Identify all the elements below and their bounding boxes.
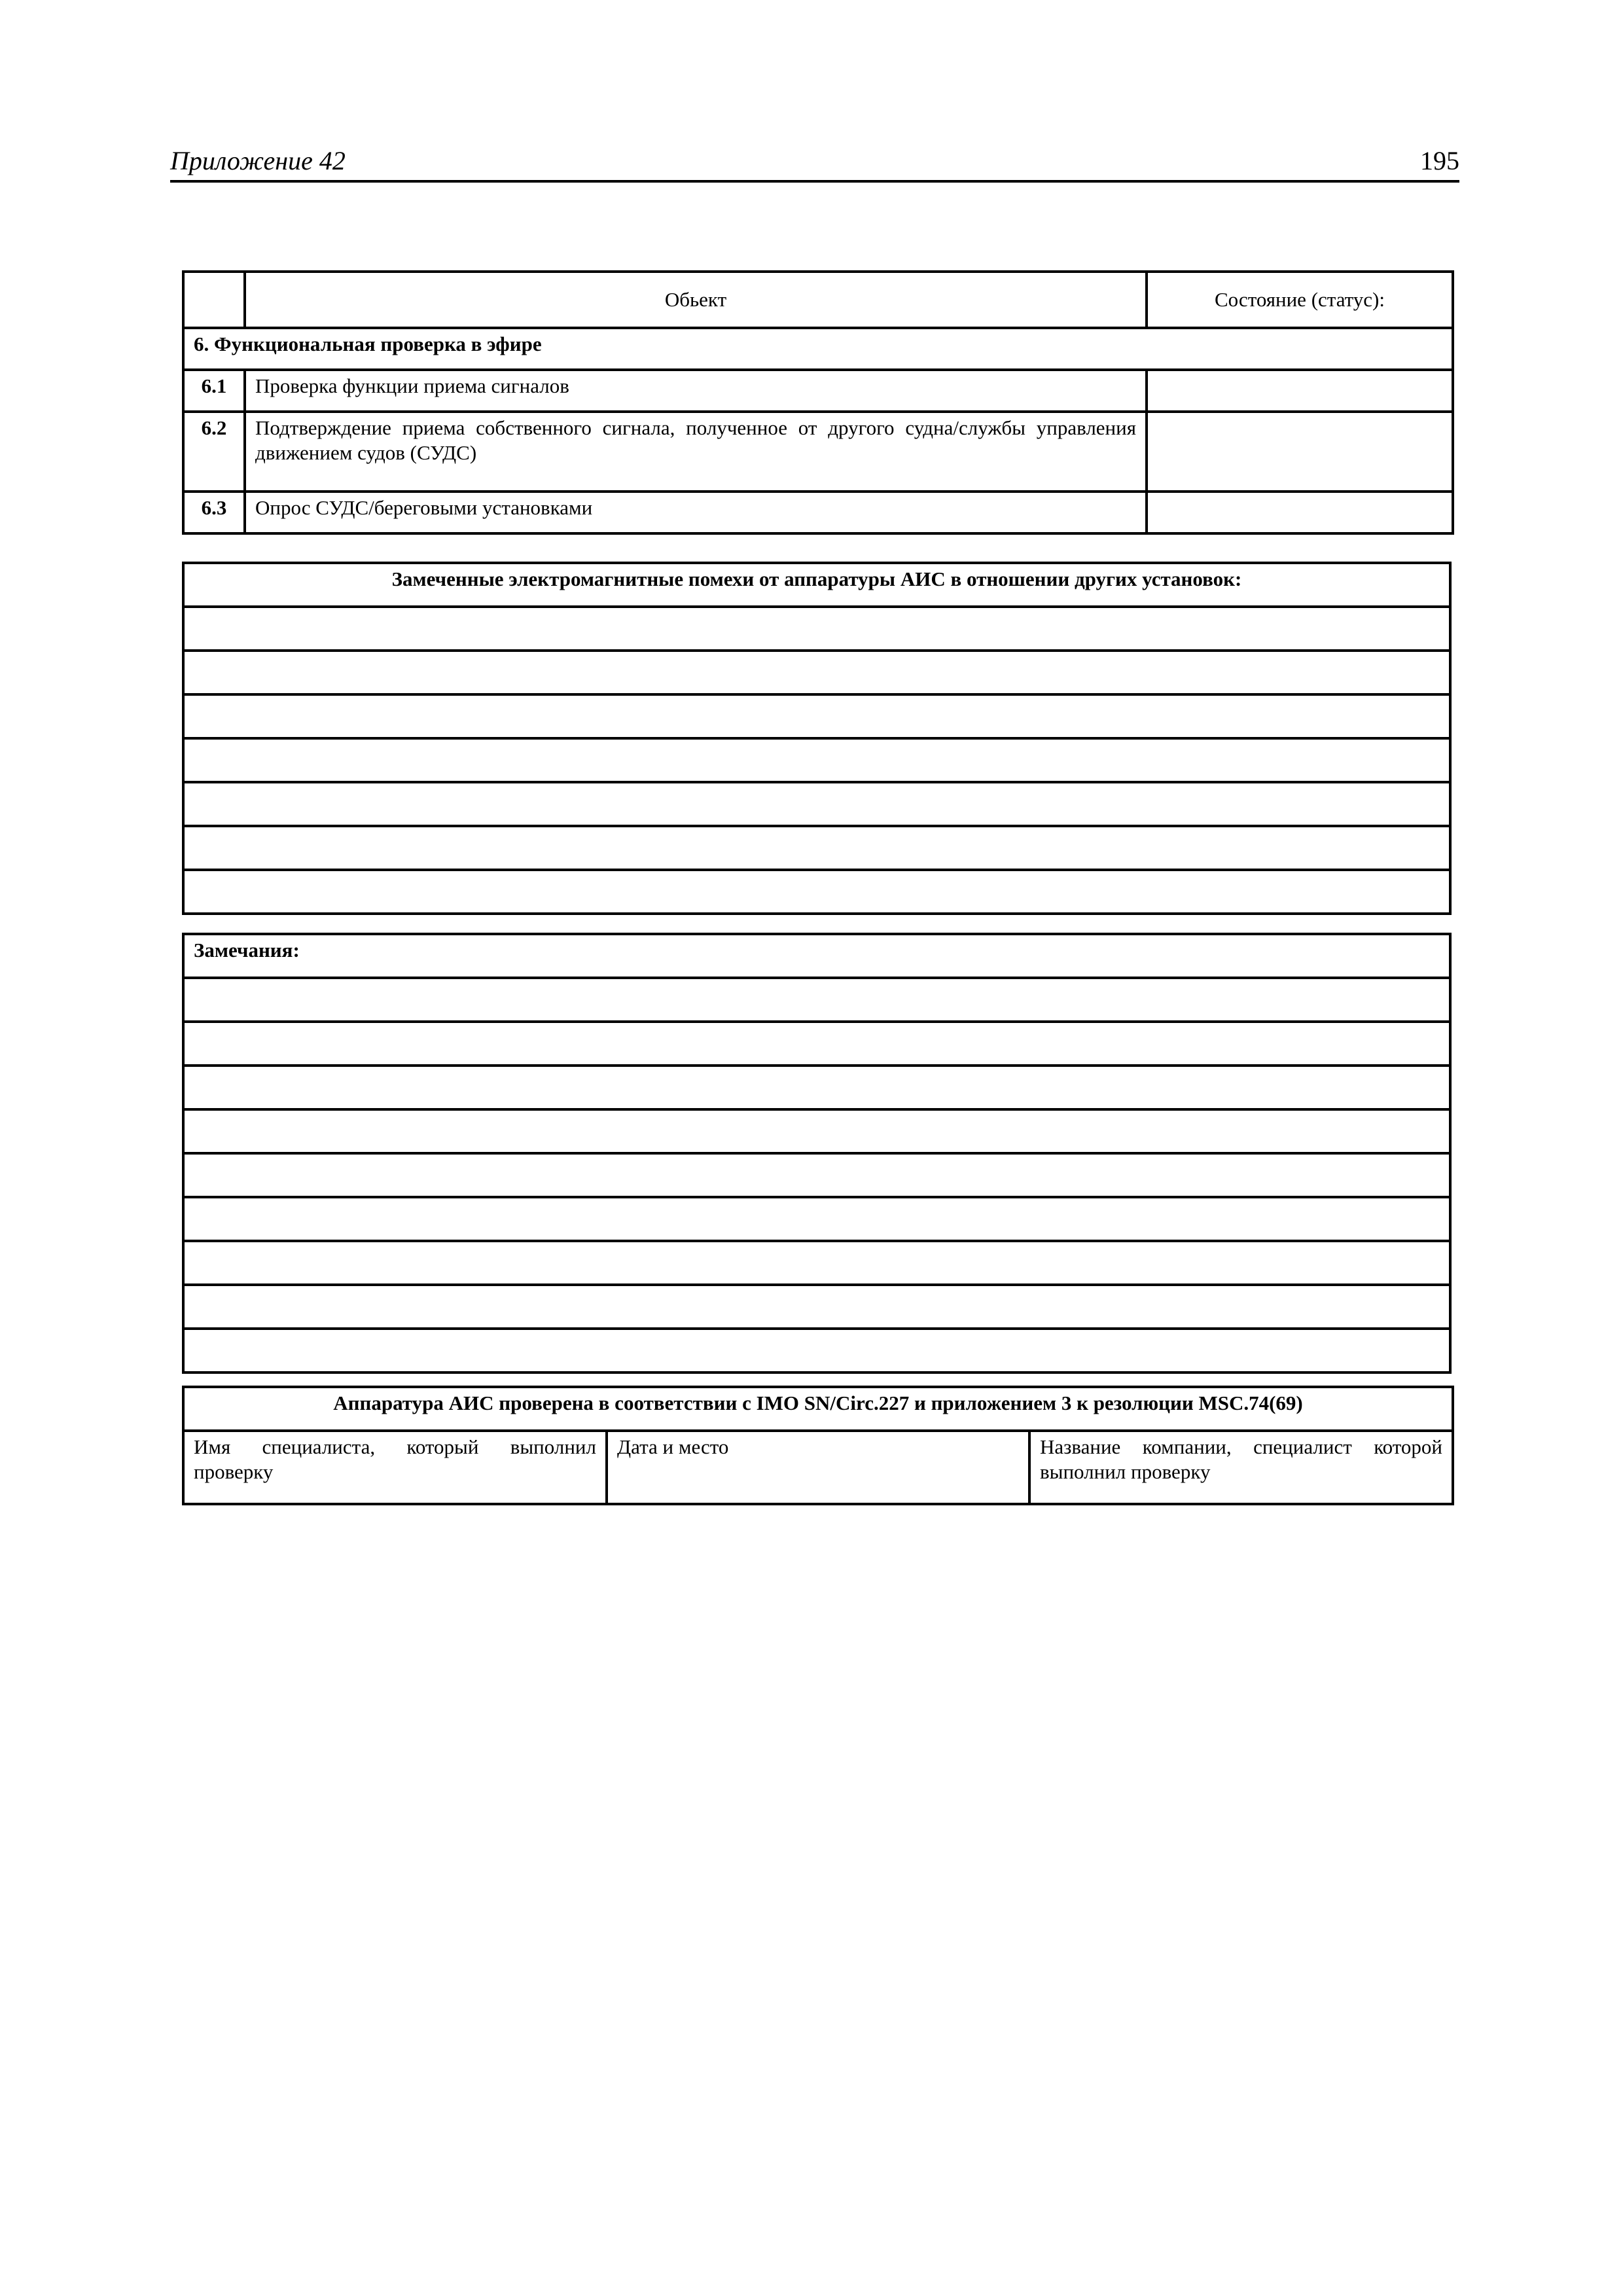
table-row (183, 412, 1453, 492)
status-cell[interactable] (1147, 370, 1453, 412)
row-text: Проверка функции приема сигналов (245, 370, 1147, 412)
appendix-title: Приложение 42 (170, 146, 346, 175)
interference-entry-line[interactable] (183, 738, 1450, 782)
remarks-entry-line[interactable] (183, 1022, 1450, 1066)
interference-entry-line[interactable] (183, 694, 1450, 738)
verification-table (182, 1386, 1454, 1505)
remarks-entry-line[interactable] (183, 1329, 1450, 1372)
page-header (170, 141, 1459, 183)
status-cell[interactable] (1147, 412, 1453, 492)
interference-title: Замеченные электромагнитные помехи от аппаратуры АИС в отношении других установок: (183, 563, 1450, 607)
remarks-entry-line[interactable] (183, 1241, 1450, 1285)
number-column-header (183, 272, 245, 328)
section-title: 6. Функциональная проверка в эфире (183, 328, 1453, 370)
table-row (183, 492, 1453, 533)
remarks-entry-line[interactable] (183, 1153, 1450, 1197)
row-number: 6.3 (183, 492, 245, 533)
row-text: Подтверждение приема собственного сигнала, полученное от другого судна/службы управления движением судов (СУДС) (245, 412, 1147, 492)
remarks-entry-line[interactable] (183, 1285, 1450, 1329)
remarks-entry-line[interactable] (183, 1197, 1450, 1241)
verification-title: Аппаратура АИС проверена в соответствии с IMO SN/Circ.227 и приложением 3 к резолюции MSC.74(69) (183, 1387, 1453, 1431)
functional-check-table (182, 270, 1454, 535)
page-number: 195 (1420, 146, 1459, 175)
date-place-field[interactable]: Дата и место (607, 1431, 1029, 1504)
status-column-header: Состояние (статус): (1147, 272, 1453, 328)
remarks-title: Замечания: (183, 934, 1450, 978)
interference-entry-line[interactable] (183, 651, 1450, 694)
interference-table (182, 562, 1452, 915)
interference-entry-line[interactable] (183, 826, 1450, 870)
interference-entry-line[interactable] (183, 782, 1450, 826)
specialist-name-field[interactable]: Имя специалиста, который выполнил проверку (183, 1431, 607, 1504)
table-row (183, 370, 1453, 412)
interference-entry-line[interactable] (183, 870, 1450, 914)
row-text: Опрос СУДС/береговыми установками (245, 492, 1147, 533)
row-number: 6.1 (183, 370, 245, 412)
interference-entry-line[interactable] (183, 607, 1450, 651)
object-column-header: Обьект (245, 272, 1147, 328)
remarks-entry-line[interactable] (183, 1066, 1450, 1109)
remarks-entry-line[interactable] (183, 1109, 1450, 1153)
status-cell[interactable] (1147, 492, 1453, 533)
remarks-entry-line[interactable] (183, 978, 1450, 1022)
company-name-field[interactable]: Название компании, специалист которой выполнил проверку (1029, 1431, 1453, 1504)
row-number: 6.2 (183, 412, 245, 492)
remarks-table (182, 933, 1452, 1374)
